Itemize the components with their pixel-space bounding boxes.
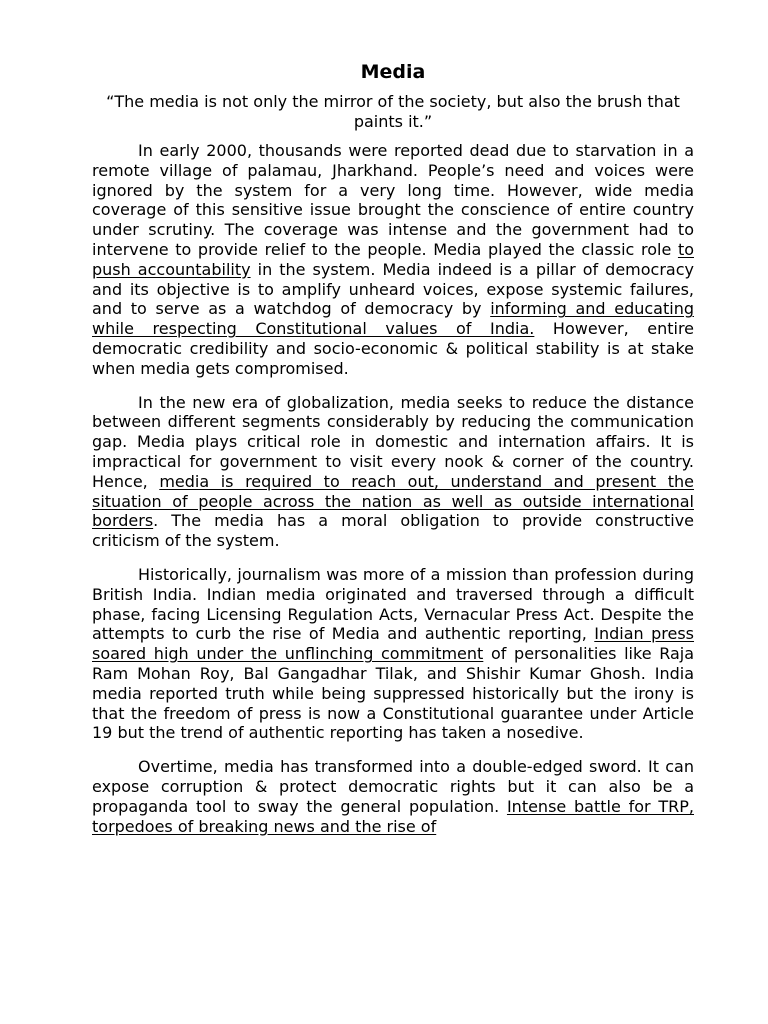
document-body [92,141,694,836]
underlined-text: Intense battle for TRP, torpedoes of breaking news and the rise of [92,796,694,836]
paragraph-text: Historically, journalism was more of a mission than profession during British India. Indian media originated and traversed through a difficult phase, facing Licensing Regulation Acts, Vernacular Press Act. Despite the attempts to curb the rise of Media and authentic reporting, [92,564,694,644]
paragraph-text: of personalities like Raja Ram Mohan Roy, Bal Gangadhar Tilak, and Shishir Kumar Ghosh. India media reported truth while being suppressed historically but the irony is that the freedom of press is now a Constitutional guarantee under Article 19 but the trend of authentic reporting has taken a nosedive. [92,644,695,743]
document-title: Media [360,61,426,83]
underlined-text: informing and educating while respecting Constitutional values of India. [92,299,694,339]
document-page [92,60,694,850]
underlined-text: to push accountability [92,239,694,279]
paragraph-text: However, entire democratic credibility and socio-economic & political stability is at stake when media gets compromised. [92,319,695,378]
body-paragraph [92,393,694,551]
opening-quote: “The media is not only the mirror of the society, but also the brush that paints it.” [106,92,680,131]
underlined-text: Indian press soared high under the unflinching commitment [92,624,695,664]
paragraph-text: In early 2000, thousands were reported dead due to starvation in a remote village of palamau, Jharkhand. People’s need and voices were ignored by the system for a very long time. However, wide media coverage of this sensitive issue brought the conscience of entire country under scrutiny. The coverage was intense and the government had to intervene to provide relief to the people. Media played the classic role [92,141,694,259]
paragraph-text: . The media has a moral obligation to provide constructive criticism of the system. [92,511,694,551]
body-paragraph [92,141,694,379]
paragraph-text: In the new era of globalization, media seeks to reduce the distance between different segments considerably by reducing the communication gap. Media plays critical role in domestic and internation affairs. It is impractical for government to visit every nook & corner of the country. Hence, [92,392,694,491]
paragraph-text: Overtime, media has transformed into a double-edged sword. It can expose corruption & protect democratic rights but it can also be a propaganda tool to sway the general population. [92,757,694,816]
body-paragraph [92,565,694,743]
underlined-text: media is required to reach out, understand and present the situation of people across the nation as well as outside international borders [92,471,695,531]
body-paragraph [92,757,694,836]
paragraph-text: in the system. Media indeed is a pillar of democracy and its objective is to amplify unheard voices, expose systemic failures, and to serve as a watchdog of democracy by [92,259,695,319]
